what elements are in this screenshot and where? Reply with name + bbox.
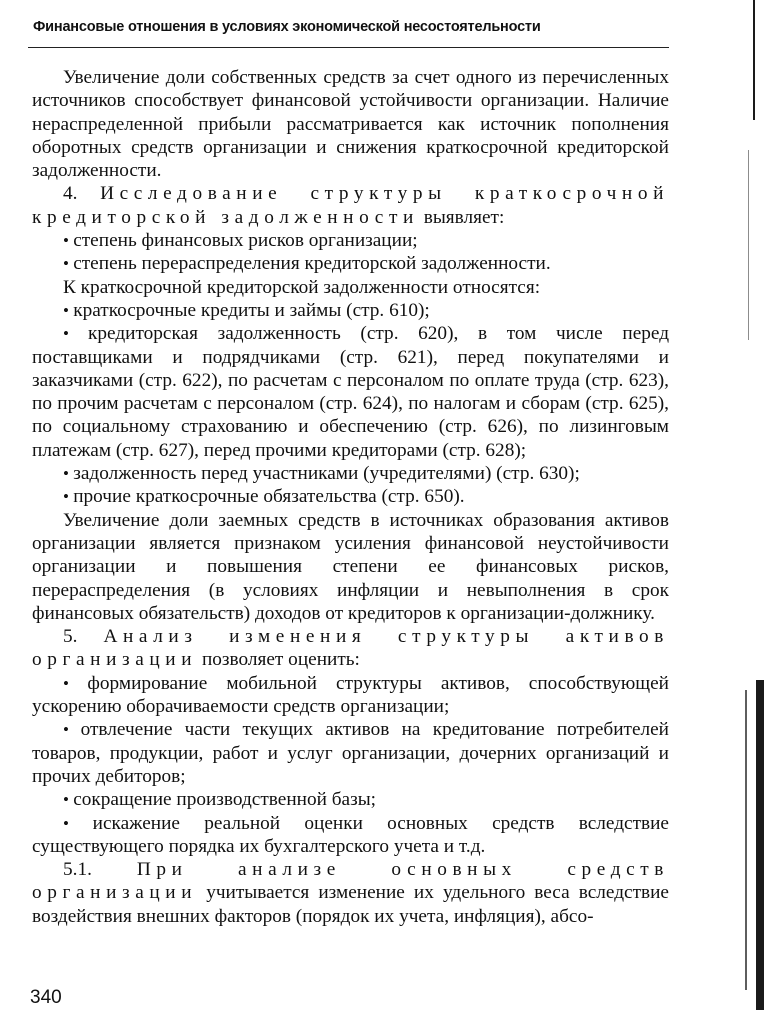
section-5-1-number: 5.1. bbox=[63, 859, 137, 881]
page-body bbox=[32, 66, 669, 928]
header-rule bbox=[28, 47, 669, 48]
list-item: • формирование мобильной структуры активов, способствующей ускорению оборачиваемости средств организации; bbox=[32, 672, 669, 719]
scan-edge-line bbox=[753, 0, 755, 120]
scan-edge-line bbox=[745, 690, 747, 990]
page-number: 340 bbox=[30, 987, 62, 1008]
paragraph-borrowed-funds: Увеличение доли заемных средств в источниках образования активов организации является признаком усиления финансовой неустойчивости организации и повышения степени ее финансовых рисков, перераспределения (в условиях инфляции и невыполнения в срок финансовых обязательств) доходов от кредиторов к организации-должнику. bbox=[32, 509, 669, 624]
section-5-heading bbox=[32, 625, 669, 672]
section-4-number: 4. bbox=[63, 183, 101, 205]
section-5-number: 5. bbox=[63, 626, 104, 648]
paragraph-short-term-liabilities: К краткосрочной кредиторской задолженности относятся: bbox=[63, 276, 541, 298]
list-item: • степень перераспределения кредиторской задолженности. bbox=[32, 252, 669, 275]
running-header: Финансовые отношения в условиях экономической несостоятельности bbox=[33, 19, 541, 35]
scan-edge-line bbox=[748, 150, 749, 340]
list-item: • сокращение производственной базы; bbox=[32, 788, 669, 811]
list-item: • кредиторская задолженность (стр. 620), в том числе перед поставщиками и подрядчиками (стр. 621), перед покупателями и заказчиками (стр. 622), по расчетам с персоналом по оплате труда (стр. 623), по прочим расчетам с персоналом (стр. 624), по налогам и сборам (стр. 625), по социальному страхованию и обеспечению (стр. 626), по лизинговым платежам (стр. 627), перед прочими кредиторами (стр. 628); bbox=[32, 322, 669, 462]
list-item: • задолженность перед участниками (учредителями) (стр. 630); bbox=[32, 462, 669, 485]
section-5-1-text: учитывается изменение их удельного веса вследствие воздействия внешних факторов (порядок их учета, инфляция), абсо- bbox=[32, 882, 669, 927]
list-item: • искажение реальной оценки основных средств вследствие существующего порядка их бухгалтерского учета и т.д. bbox=[32, 812, 669, 859]
paragraph-equity-share: Увеличение доли собственных средств за счет одного из перечисленных источников способствует финансовой устойчивости организации. Наличие нераспределенной прибыли рассматривается как источник пополнения оборотных средств организации и снижения краткосрочной кредиторской задолженности. bbox=[32, 67, 669, 182]
section-5-1-heading bbox=[32, 858, 669, 928]
section-4-lead: выявляет: bbox=[418, 206, 505, 228]
section-4-heading bbox=[32, 182, 669, 229]
list-item: • отвлечение части текущих активов на кредитование потребителей товаров, продукции, работ и услуг организации, дочерних организаций и прочих дебиторов; bbox=[32, 718, 669, 788]
list-item: • прочие краткосрочные обязательства (стр. 650). bbox=[32, 485, 669, 508]
scan-edge-bar bbox=[756, 680, 764, 1010]
section-5-lead: позволяет оценить: bbox=[197, 649, 360, 671]
section-5-spaced-title: Анализ изменения структуры активов организации bbox=[32, 626, 669, 671]
list-item: • степень финансовых рисков организации; bbox=[32, 229, 669, 252]
list-item: • краткосрочные кредиты и займы (стр. 610); bbox=[32, 299, 669, 322]
section-4-spaced-title: Исследование структуры краткосрочной кредиторской задолженности bbox=[32, 183, 670, 228]
section-5-1-spaced-title: При анализе основных средств организации bbox=[32, 859, 669, 904]
